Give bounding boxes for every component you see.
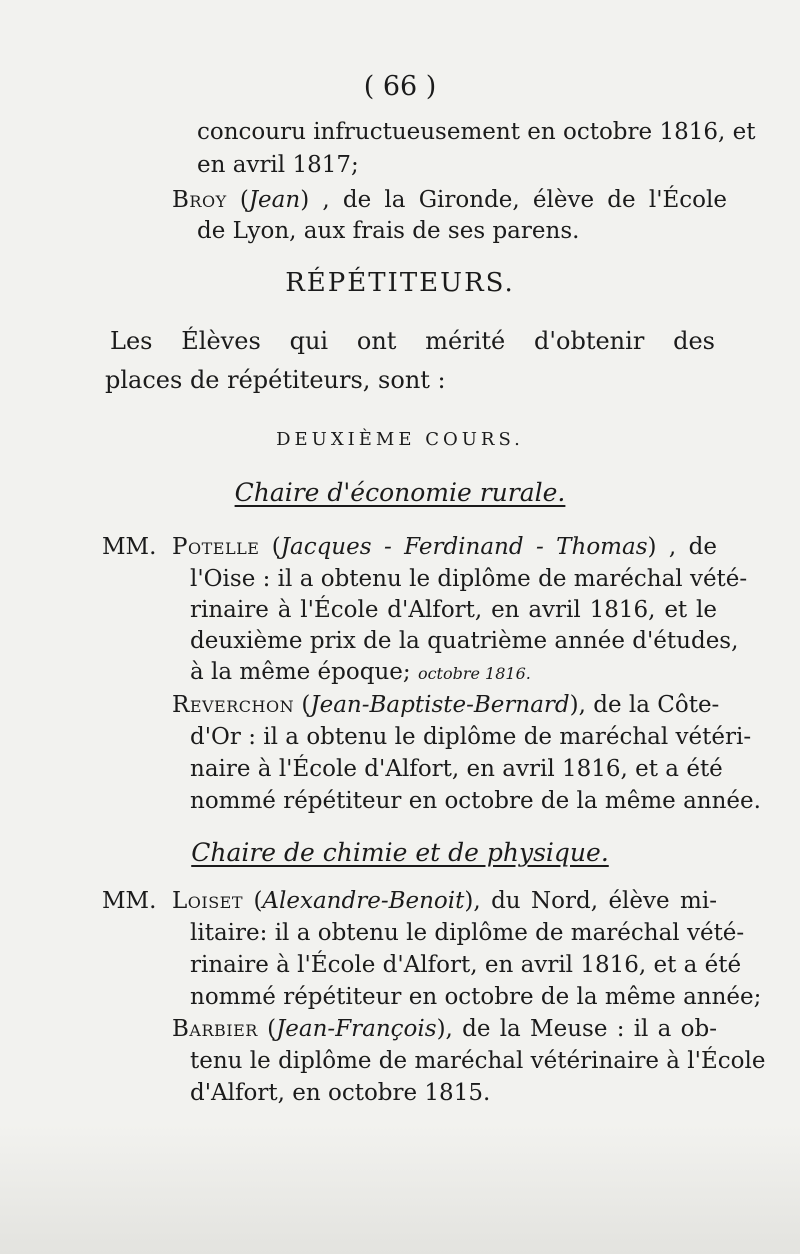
text-line: d'Alfort, en octobre 1815.: [190, 1080, 491, 1106]
entry-reverchon: Reverchon (Jean-Baptiste-Bernard), de la Côte-: [172, 692, 720, 718]
text-line: en avril 1817;: [197, 152, 359, 178]
person-firstname: Jean-Baptiste-Bernard: [310, 692, 570, 718]
text-line: rinaire à l'École d'Alfort, en avril 1816, et le: [190, 597, 717, 623]
entry-barbier: Barbier (Jean-François), de la Meuse : il a ob-: [172, 1016, 717, 1042]
text-line: l'Oise : il a obtenu le diplôme de maréchal vété-: [190, 566, 748, 592]
entry-broy: Broy (Jean) , de la Gironde, élève de l'École: [172, 187, 727, 213]
entry-text: ), de la Côte-: [569, 692, 720, 718]
text-line: deuxième prix de la quatrième année d'études,: [190, 628, 739, 654]
person-firstname: Jean-François: [276, 1016, 437, 1042]
entry-loiset: Loiset (Alexandre-Benoit), du Nord, élève mi-: [172, 888, 717, 914]
intro-line: places de répétiteurs, sont :: [105, 366, 446, 394]
text-line: [190, 657, 531, 689]
mm-label: MM.: [102, 534, 157, 560]
handwritten-note: octobre 1816.: [417, 664, 531, 683]
mm-label: MM.: [102, 888, 157, 914]
person-firstname: Jacques - Ferdinand - Thomas: [280, 534, 648, 560]
text-line: naire à l'École d'Alfort, en avril 1816, et a été: [190, 756, 723, 782]
text-line: nommé répétiteur en octobre de la même année.: [190, 788, 761, 814]
person-firstname: Jean: [248, 187, 301, 213]
text-line: de Lyon, aux frais de ses parens.: [197, 218, 580, 244]
person-surname: Potelle: [172, 534, 260, 560]
person-surname: Reverchon: [172, 692, 295, 718]
person-surname: Barbier: [172, 1016, 258, 1042]
chair-heading: Chaire de chimie et de physique.: [191, 838, 609, 867]
text-line: concouru infructueusement en octobre 1816, et: [197, 119, 756, 145]
page-number: ( 66 ): [363, 71, 437, 102]
text-line: tenu le diplôme de maréchal vétérinaire à l'École: [190, 1048, 766, 1074]
text-line: d'Or : il a obtenu le diplôme de maréchal vétéri-: [190, 724, 752, 750]
entry-text: à la même époque;: [190, 659, 411, 685]
person-firstname: Alexandre-Benoit: [262, 888, 465, 914]
entry-text: ), du Nord, élève mi-: [464, 888, 717, 914]
text-line: nommé répétiteur en octobre de la même année;: [190, 984, 762, 1010]
person-surname: Broy: [172, 187, 227, 213]
course-heading: DEUXIÈME COURS.: [276, 429, 524, 450]
entry-text: , de: [668, 534, 717, 560]
section-heading: RÉPÉTITEURS.: [285, 268, 515, 298]
intro-line: Les Élèves qui ont mérité d'obtenir des: [110, 327, 715, 355]
entry-text: ), de la Meuse : il a ob-: [436, 1016, 717, 1042]
entry-potelle: Potelle (Jacques - Ferdinand - Thomas) , de: [172, 534, 717, 560]
entry-text: , de la Gironde, élève de l'École: [322, 187, 727, 213]
chair-heading: Chaire d'économie rurale.: [234, 478, 566, 507]
person-surname: Loiset: [172, 888, 244, 914]
text-line: litaire: il a obtenu le diplôme de maréchal vété-: [190, 920, 745, 946]
text-line: rinaire à l'École d'Alfort, en avril 1816, et a été: [190, 952, 742, 978]
